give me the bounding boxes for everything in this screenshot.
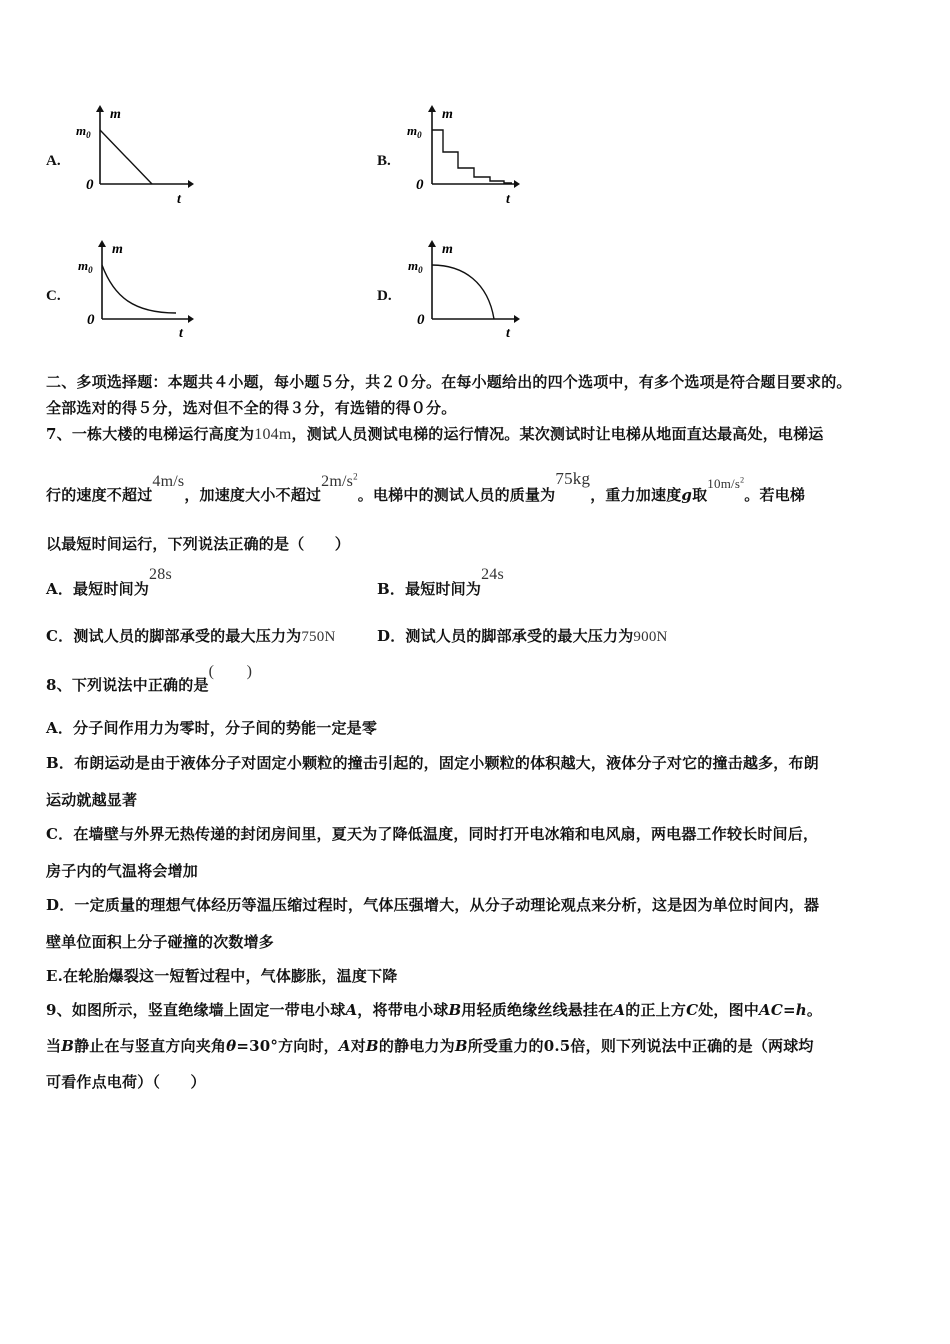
q9-stem-line3: 可看作点电荷）（ ） (46, 1073, 206, 1091)
graph-b-origin: 0 (416, 177, 424, 193)
q9-stem-line1: 9、如图所示，竖直绝缘墙上固定一带电小球A，将带电小球B用轻质绝缘丝线悬挂在A的正上方C处，图中AC=h。 (46, 1001, 823, 1019)
graph-d (402, 235, 532, 345)
q9-stem-line2: 当B静止在与竖直方向夹角θ=30°方向时，A对B的静电力为B所受重力的0.5倍，则下列说法中正确的是（两球均 (46, 1037, 814, 1055)
q7-stem-line2: 行的速度不超过4m/s，加速度大小不超过$2m/s^2$。电梯中的测试人员的质量为75kg，重力加速度g取$10m/s^2$。若电梯 (46, 469, 806, 504)
q8-option-d-line2[interactable]: 壁单位面积上分子碰撞的次数增多 (46, 933, 275, 951)
graph-b-curve (432, 130, 512, 183)
q8-option-b-line1[interactable]: B．布朗运动是由于液体分子对固定小颗粒的撞击引起的，固定小颗粒的体积越大，液体分子对它的撞击越多，布朗 (46, 754, 819, 772)
graph-d-m-label: m (442, 242, 453, 257)
section2-heading-line2: 全部选对的得５分，选对但不全的得３分，有选错的得０分。 (46, 399, 457, 417)
graph-c-t-label: t (179, 326, 183, 341)
graph-d-m-arrow (428, 240, 436, 247)
q7-stem-line1: 7、一栋大楼的电梯运行高度为104m，测试人员测试电梯的运行情况。某次测试时让电梯从地面直达最高处，电梯运 (46, 425, 824, 443)
graph-d-t-label: t (506, 326, 510, 341)
graph-d-curve (432, 265, 494, 319)
q7-stem-line3: 以最短时间运行，下列说法正确的是（ ） (46, 535, 351, 553)
graph-a (70, 100, 200, 210)
graph-a-t-label: t (177, 192, 181, 207)
q7-option-c[interactable]: C．测试人员的脚部承受的最大压力为750N (46, 627, 336, 645)
q7-option-d[interactable]: D．测试人员的脚部承受的最大压力为900N (377, 627, 668, 645)
graph-b-t-label: t (506, 192, 510, 207)
q8-option-e[interactable]: E.在轮胎爆裂这一短暂过程中，气体膨胀，温度下降 (46, 967, 398, 985)
graph-b (402, 100, 532, 210)
graph-a-label[interactable]: A. (46, 153, 61, 169)
graph-d-origin: 0 (417, 312, 425, 328)
graph-c-t-arrow (188, 315, 194, 323)
q8-option-c-line1[interactable]: C．在墙壁与外界无热传递的封闭房间里，夏天为了降低温度，同时打开电冰箱和电风扇，两电器工作较长时间后， (46, 825, 819, 843)
graph-d-t-arrow (514, 315, 520, 323)
graph-a-m0-label: $m_0$ (76, 123, 91, 140)
graph-c-m0-label: $m_0$ (78, 258, 93, 275)
q8-option-d-line1[interactable]: D．一定质量的理想气体经历等温压缩过程时，气体压强增大，从分子动理论观点来分析，这是因为单位时间内，器 (46, 896, 820, 914)
graph-c-curve (102, 265, 176, 313)
graph-b-m-arrow (428, 105, 436, 112)
graph-d-m0-label: $m_0$ (408, 258, 423, 275)
q7-option-b[interactable]: B．最短时间为24s (377, 566, 504, 598)
graph-a-m-arrow (96, 105, 104, 112)
graph-a-curve (100, 130, 152, 184)
graph-c-m-arrow (98, 240, 106, 247)
graph-b-label[interactable]: B. (377, 153, 391, 169)
graph-c (72, 235, 202, 345)
graph-a-t-arrow (188, 180, 194, 188)
graph-a-m-label: m (110, 107, 121, 122)
graph-a-origin: 0 (86, 177, 94, 193)
q7-option-a[interactable]: A．最短时间为28s (46, 566, 172, 598)
q8-option-a[interactable]: A．分子间作用力为零时，分子间的势能一定是零 (46, 719, 378, 737)
graph-b-m-label: m (442, 107, 453, 122)
graph-c-m-label: m (112, 242, 123, 257)
q8-stem: 8、下列说法中正确的是( ) (46, 663, 253, 694)
q8-option-b-line2[interactable]: 运动就越显著 (46, 791, 138, 809)
section2-heading-line1: 二、多项选择题：本题共４小题，每小题５分，共２０分。在每小题给出的四个选项中，有多个选项是符合题目要求的。 (46, 373, 852, 391)
graph-b-m0-label: $m_0$ (407, 123, 422, 140)
graph-d-label[interactable]: D. (377, 288, 392, 304)
graph-b-t-arrow (514, 180, 520, 188)
q8-option-c-line2[interactable]: 房子内的气温将会增加 (46, 862, 199, 880)
graph-c-label[interactable]: C. (46, 288, 61, 304)
graph-c-origin: 0 (87, 312, 95, 328)
